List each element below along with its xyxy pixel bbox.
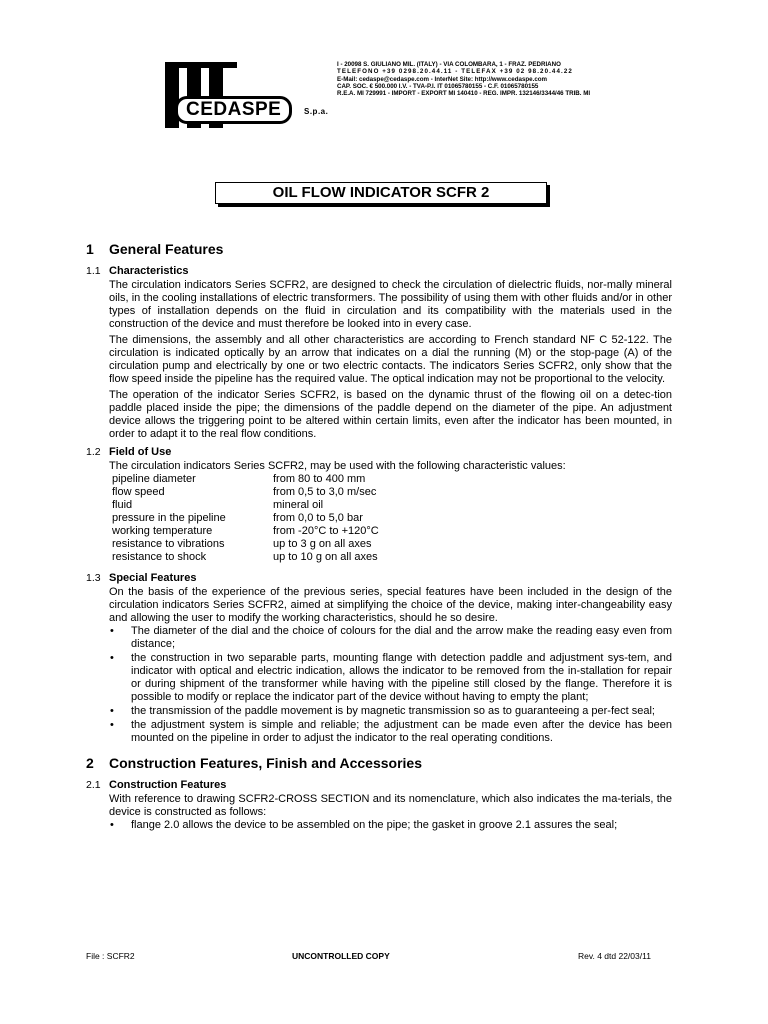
list-item: [109, 625, 672, 651]
section-heading-1: [86, 240, 672, 259]
bullet-icon: •: [110, 652, 114, 664]
subsection-title: Field of Use: [109, 446, 172, 458]
paragraph: On the basis of the experience of the previous series, special features have been included in the design of the circulation indicators Series SCFR2, aimed at simplifying the choice of the device, making inter-changeability easy and allowing the user to modify the working characteristics, should he so desire.: [109, 586, 672, 624]
paragraph: The circulation indicators Series SCFR2, may be used with the following characteristic values:: [109, 460, 566, 472]
bullet-icon: •: [110, 819, 114, 831]
table-cell-value: up to 3 g on all axes: [273, 538, 372, 550]
section-title: General Features: [109, 241, 224, 257]
table-row: [109, 538, 379, 551]
list-item-text: the construction in two separable parts, mounting flange with detection paddle and adjustment sys-tem, and indicator with optical and electric indication, allows the indicator to be removed from the in-stallation for repair or during shipment of the transformer while having with the pipeline still closed by the flange. Therefore it is possible to modify or replace the indicator part of the device without having to empty the plant;: [131, 652, 672, 703]
logo-name: CEDASPE: [175, 96, 292, 124]
subsection-title: Construction Features: [109, 779, 227, 791]
section-number: 1: [86, 241, 94, 257]
document-title: OIL FLOW INDICATOR SCFR 2: [215, 182, 547, 204]
company-logo: [165, 62, 345, 128]
field-of-use-table: [109, 473, 379, 564]
address-line: R.E.A. MI 729991 - IMPORT - EXPORT MI 140410 - REG. IMPR. 132146/3344/46 TRIB. MI: [337, 90, 591, 98]
subsection-number: 1.3: [86, 572, 101, 584]
subsection-heading-2-1: [86, 778, 672, 793]
table-cell-label: resistance to vibrations: [112, 538, 225, 550]
table-row: [109, 551, 379, 564]
table-cell-value: from 0,5 to 3,0 m/sec: [273, 486, 377, 498]
table-cell-value: from 0,0 to 5,0 bar: [273, 512, 363, 524]
table-row: [109, 486, 379, 499]
subsection-heading-1-3: [86, 571, 672, 586]
bullet-icon: •: [110, 705, 114, 717]
paragraph: The dimensions, the assembly and all other characteristics are according to French standard NF C 52-122. The circulation is indicated optically by an arrow that indicates on a dial the running (M) or the stop-page (A) of the circulation pump and electrically by one or two electric contacts. The indicators Series SCFR2, only show that the flow speed inside the pipeline has the required value. The optical indication may not be proportional to the velocity.: [109, 334, 672, 385]
table-cell-label: pressure in the pipeline: [112, 512, 226, 524]
table-cell-label: working temperature: [112, 525, 213, 537]
table-row: [109, 499, 379, 512]
subsection-title: Characteristics: [109, 265, 189, 277]
logo-suffix: S.p.a.: [304, 107, 329, 116]
table-cell-value: up to 10 g on all axes: [273, 551, 378, 563]
list-item-text: the adjustment system is simple and reliable; the adjustment can be made even after the device has been mounted on the pipeline in order to adjust the indicator to the real operating conditions.: [131, 719, 672, 744]
list-item: [109, 652, 672, 704]
footer-file: File : SCFR2: [86, 951, 135, 961]
address-line: TELEFONO +39 0298.20.44.11 - TELEFAX +39 02 98.20.44.22: [337, 68, 573, 76]
company-address-block: [337, 61, 597, 97]
list-item-text: The diameter of the dial and the choice of colours for the dial and the arrow make the reading easy even from distance;: [131, 625, 672, 650]
section-title: Construction Features, Finish and Accessories: [109, 755, 423, 771]
table-row: [109, 473, 379, 486]
table-cell-value: from -20°C to +120°C: [273, 525, 379, 537]
paragraph: The circulation indicators Series SCFR2, are designed to check the circulation of dielectric fluids, nor-mally mineral oils, in the cooling installations of electric transformers. The possibility of using them with other fluids and/or in other types of installation depends on the fluid in circulation and its compatibility with the materials used in the construction of the device and must therefore be looked into in every case.: [109, 279, 672, 330]
section-heading-2: [86, 754, 672, 773]
list-item: [109, 819, 672, 832]
address-line: I - 20098 S. GIULIANO MIL. (ITALY) - VIA COLOMBARA, 1 - FRAZ. PEDRIANO: [337, 61, 561, 68]
subsection-number: 1.1: [86, 265, 101, 277]
table-row: [109, 512, 379, 525]
table-cell-label: resistance to shock: [112, 551, 207, 563]
subsection-title: Special Features: [109, 572, 197, 584]
footer-revision: Rev. 4 dtd 22/03/11: [578, 951, 651, 961]
subsection-heading-1-1: [86, 264, 672, 279]
subsection-heading-1-2: [86, 445, 672, 460]
paragraph: The operation of the indicator Series SCFR2, is based on the dynamic thrust of the flowing oil on a detec-tion paddle placed inside the pipe; the dimensions of the paddle depend on the diameter of the pipe. An adjustment device allows the triggering point to be altered within certain limits, even after the indicator has been mounted, in order to adapt it to the real flow conditions.: [109, 389, 672, 440]
subsection-number: 1.2: [86, 446, 101, 458]
table-cell-value: mineral oil: [273, 499, 324, 511]
list-item-text: the transmission of the paddle movement is by magnetic transmission so as to guaranteeing a per-fect seal;: [131, 705, 655, 717]
table-cell-value: from 80 to 400 mm: [273, 473, 366, 485]
table-cell-label: pipeline diameter: [112, 473, 196, 485]
document-body: [86, 240, 672, 841]
bullet-icon: •: [110, 719, 114, 731]
construction-features-list: [109, 819, 672, 832]
bullet-icon: •: [110, 625, 114, 637]
special-features-list: [109, 625, 672, 745]
list-item: [109, 705, 672, 718]
paragraph: With reference to drawing SCFR2-CROSS SECTION and its nomenclature, which also indicates the ma-terials, the device is constructed as follows:: [109, 793, 672, 818]
address-line: E-Mail: cedaspe@cedaspe.com - InterNet Site: http://www.cedaspe.com: [337, 75, 548, 83]
table-row: [109, 525, 379, 538]
table-cell-label: flow speed: [112, 486, 165, 498]
section-number: 2: [86, 755, 94, 771]
list-item: [109, 719, 672, 745]
list-item-text: flange 2.0 allows the device to be assembled on the pipe; the gasket in groove 2.1 assures the seal;: [131, 819, 618, 831]
subsection-number: 2.1: [86, 779, 101, 791]
address-line: CAP. SOC. € 500.000 I.V. - TVA-P.I. IT 01065780155 - C.F. 01065780155: [337, 82, 539, 90]
table-cell-label: fluid: [112, 499, 133, 511]
footer-status: UNCONTROLLED COPY: [292, 951, 390, 961]
